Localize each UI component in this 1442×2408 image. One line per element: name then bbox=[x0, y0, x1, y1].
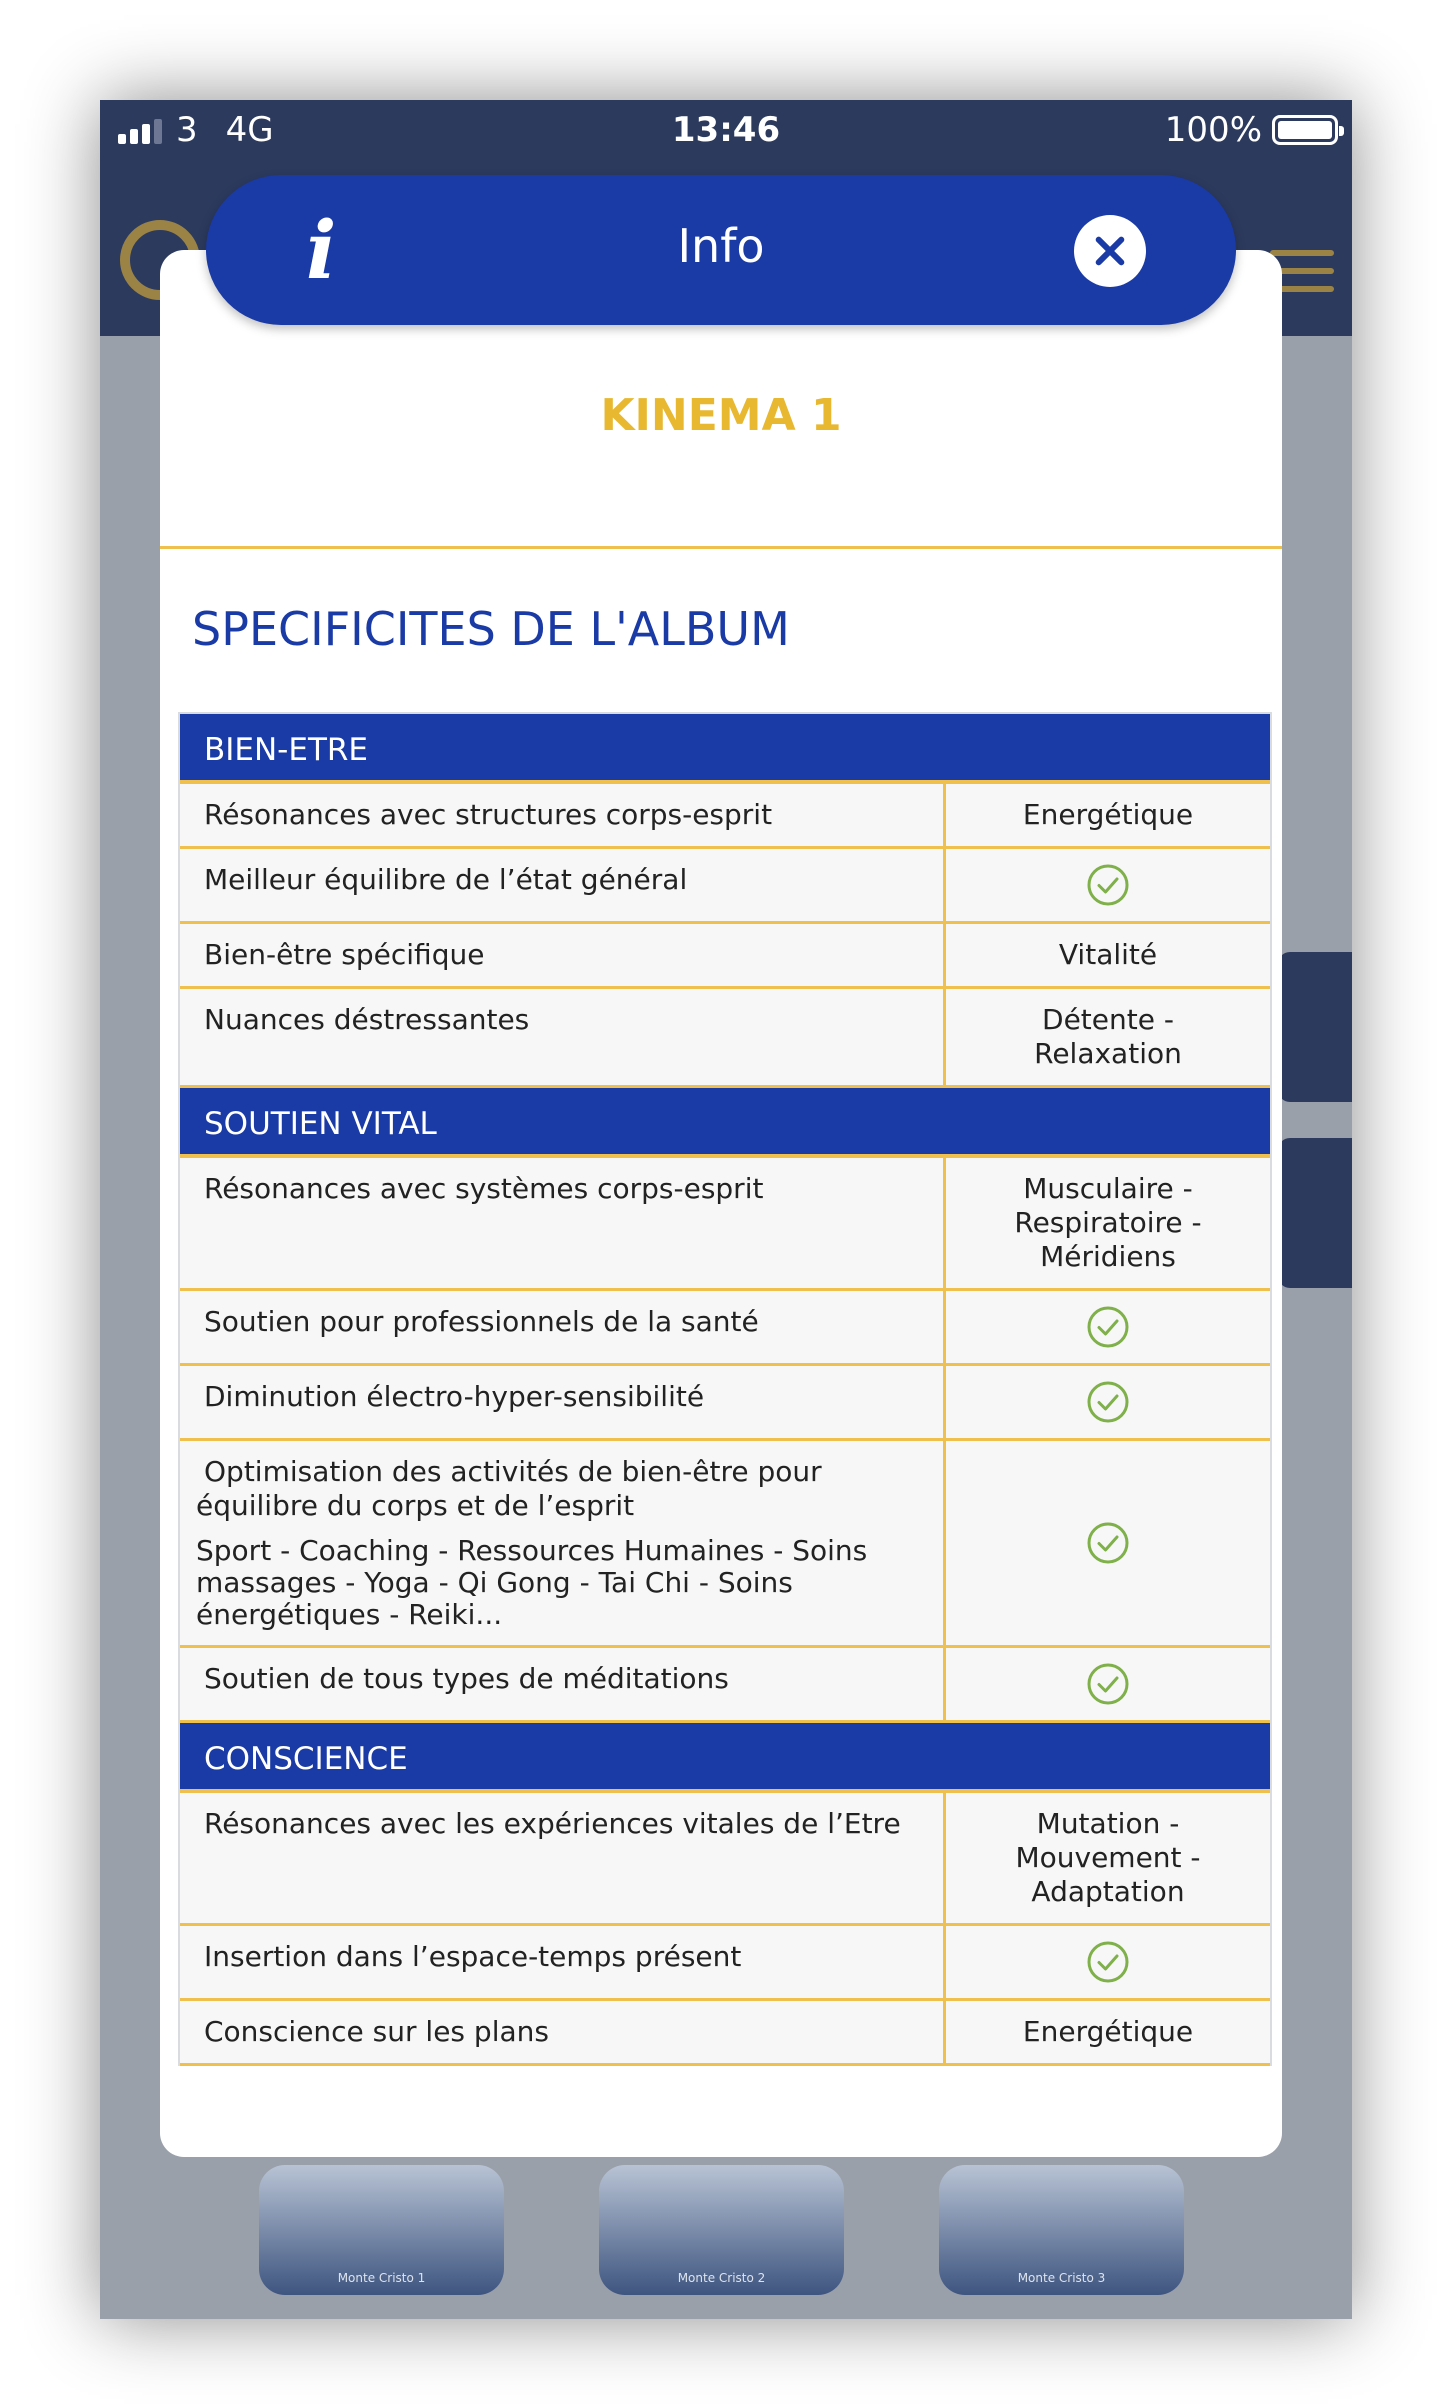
table-row bbox=[180, 924, 1270, 989]
battery-icon bbox=[1272, 115, 1338, 145]
modal-title: Info bbox=[677, 219, 765, 273]
row-sublabel-line: énergétiques - Reiki... bbox=[196, 1598, 503, 1631]
carrier-label: 3 bbox=[176, 110, 198, 150]
row-value: Energétique bbox=[1022, 2015, 1194, 2048]
clock: 13:46 bbox=[671, 110, 781, 150]
row-value-cell bbox=[946, 989, 1270, 1085]
row-label-cell bbox=[180, 1926, 946, 1998]
album-thumbnail-2[interactable]: Monte Cristo 2 bbox=[599, 2165, 844, 2295]
row-label-line: équilibre du corps et de l’esprit bbox=[196, 1489, 635, 1522]
row-label-cell bbox=[180, 849, 946, 921]
row-value-line: Musculaire - bbox=[1023, 1172, 1193, 1205]
row-label-cell bbox=[180, 2001, 946, 2063]
row-value-line: Mouvement - bbox=[1015, 1841, 1201, 1874]
album-thumbnail-3[interactable]: Monte Cristo 3 bbox=[939, 2165, 1184, 2295]
table-row bbox=[180, 1648, 1270, 1723]
row-value-cell bbox=[946, 1158, 1270, 1288]
row-label: Diminution électro-hyper-sensibilité bbox=[204, 1380, 705, 1413]
table-row bbox=[180, 1441, 1270, 1648]
info-modal bbox=[160, 250, 1282, 2157]
table-row bbox=[180, 849, 1270, 924]
check-icon bbox=[1086, 1940, 1130, 1984]
row-label: Soutien pour professionnels de la santé bbox=[204, 1305, 759, 1338]
table-row bbox=[180, 1158, 1270, 1291]
row-label: Nuances déstressantes bbox=[204, 1003, 530, 1036]
row-label-cell bbox=[180, 1366, 946, 1438]
row-label: Résonances avec les expériences vitales de l’Etre bbox=[204, 1807, 901, 1840]
table-row bbox=[180, 989, 1270, 1088]
check-icon bbox=[1086, 1305, 1130, 1349]
row-label-line: Optimisation des activités de bien-être pour bbox=[204, 1455, 822, 1488]
specifications-table bbox=[178, 712, 1272, 2066]
table-row bbox=[180, 1793, 1270, 1926]
row-value-cell bbox=[946, 849, 1270, 921]
row-value-line: Respiratoire - bbox=[1014, 1206, 1202, 1239]
section-header: BIEN-ETRE bbox=[180, 714, 1270, 784]
network-label: 4G bbox=[225, 110, 274, 150]
section-header: CONSCIENCE bbox=[180, 1723, 1270, 1793]
row-value-cell bbox=[946, 1793, 1270, 1923]
album-title: KINEMA 1 bbox=[600, 390, 842, 441]
row-value: Vitalité bbox=[1058, 938, 1158, 971]
side-panel-button[interactable] bbox=[1278, 952, 1352, 1102]
row-value-cell bbox=[946, 784, 1270, 846]
row-sublabel-line: massages - Yoga - Qi Gong - Tai Chi - Soins bbox=[196, 1566, 793, 1599]
row-label: Bien-être spécifique bbox=[204, 938, 485, 971]
row-label: Résonances avec systèmes corps-esprit bbox=[204, 1172, 764, 1205]
row-sublabel-line: Sport - Coaching - Ressources Humaines - Soins bbox=[196, 1534, 868, 1567]
row-value-cell bbox=[946, 1441, 1270, 1645]
row-label-cell bbox=[180, 1291, 946, 1363]
row-label: Résonances avec structures corps-esprit bbox=[204, 798, 773, 831]
row-value-cell bbox=[946, 924, 1270, 986]
check-icon bbox=[1086, 1662, 1130, 1706]
row-label-cell bbox=[180, 1793, 946, 1923]
row-value-cell bbox=[946, 1926, 1270, 1998]
row-label-cell bbox=[180, 924, 946, 986]
side-info-button[interactable] bbox=[1278, 1138, 1352, 1288]
table-row bbox=[180, 784, 1270, 849]
section-header: SOUTIEN VITAL bbox=[180, 1088, 1270, 1158]
row-value-line: Mutation - bbox=[1036, 1807, 1180, 1840]
row-label-cell bbox=[180, 784, 946, 846]
row-value-line: Relaxation bbox=[1034, 1037, 1182, 1070]
row-value-cell bbox=[946, 1291, 1270, 1363]
check-icon bbox=[1086, 1380, 1130, 1424]
info-icon: i bbox=[306, 203, 337, 297]
table-row bbox=[180, 2001, 1270, 2066]
row-value-line: Détente - bbox=[1042, 1003, 1174, 1036]
table-row bbox=[180, 1366, 1270, 1441]
row-value-cell bbox=[946, 1648, 1270, 1720]
check-icon bbox=[1086, 863, 1130, 907]
row-label: Soutien de tous types de méditations bbox=[204, 1662, 729, 1695]
row-label: Insertion dans l’espace-temps présent bbox=[204, 1940, 742, 1973]
table-row bbox=[180, 1291, 1270, 1366]
battery-percent: 100% bbox=[1164, 110, 1262, 150]
close-button[interactable] bbox=[1074, 215, 1146, 287]
row-label-cell bbox=[180, 1158, 946, 1288]
check-icon bbox=[1086, 1521, 1130, 1565]
table-row bbox=[180, 1926, 1270, 2001]
row-label-cell bbox=[180, 1648, 946, 1720]
modal-header bbox=[206, 175, 1236, 325]
row-label-cell bbox=[180, 989, 946, 1085]
row-label: Conscience sur les plans bbox=[204, 2015, 549, 2048]
divider bbox=[160, 546, 1282, 549]
status-bar bbox=[100, 100, 1352, 164]
row-value-cell bbox=[946, 2001, 1270, 2063]
album-thumbnail-1[interactable]: Monte Cristo 1 bbox=[259, 2165, 504, 2295]
row-value-line: Méridiens bbox=[1040, 1240, 1176, 1273]
row-value-cell bbox=[946, 1366, 1270, 1438]
row-value: Energétique bbox=[1022, 798, 1194, 831]
row-value-line: Adaptation bbox=[1031, 1875, 1185, 1908]
row-label-cell bbox=[180, 1441, 946, 1645]
section-heading: SPECIFICITES DE L'ALBUM bbox=[192, 602, 790, 656]
row-label: Meilleur équilibre de l’état général bbox=[204, 863, 688, 896]
